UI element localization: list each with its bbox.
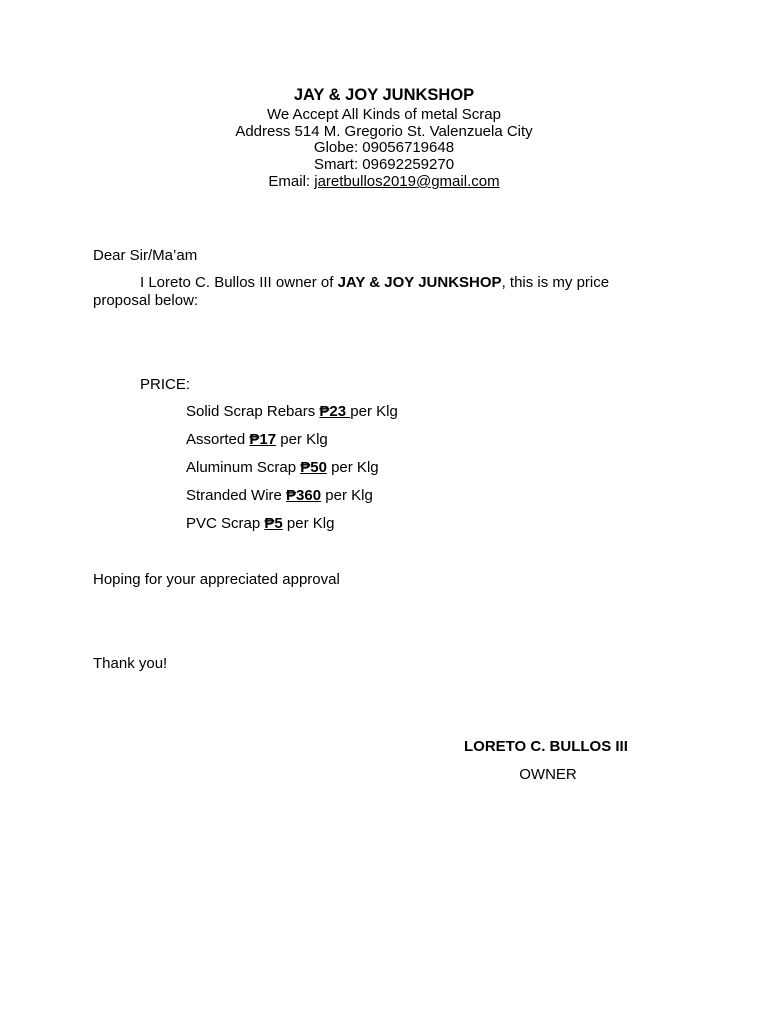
smart-phone: Smart: 09692259270: [313, 156, 455, 173]
salutation: Dear Sir/Ma’am: [93, 247, 198, 264]
globe-phone: Globe: 09056719648: [313, 139, 455, 156]
item-price: ₱23: [319, 403, 351, 420]
item-price: ₱5: [264, 515, 283, 532]
price-item: [186, 459, 379, 476]
thank-you: Thank you!: [93, 655, 168, 672]
item-name: Stranded Wire: [186, 487, 287, 504]
closing-line: Hoping for your appreciated approval: [93, 571, 340, 588]
item-unit: per Klg: [282, 515, 335, 532]
company-title: JAY & JOY JUNKSHOP: [293, 86, 475, 104]
email-link[interactable]: jaretbullos2019@gmail.com: [314, 173, 500, 190]
price-item: [186, 403, 398, 420]
intro-line-1: [140, 274, 609, 291]
item-unit: per Klg: [350, 403, 398, 420]
item-name: Assorted: [186, 431, 250, 448]
item-name: Solid Scrap Rebars: [186, 403, 320, 420]
price-item: [186, 515, 334, 532]
item-price: ₱17: [249, 431, 277, 448]
item-name: PVC Scrap: [186, 515, 265, 532]
item-price: ₱360: [286, 487, 322, 504]
price-heading: PRICE:: [140, 376, 191, 393]
item-price: ₱50: [300, 459, 327, 476]
item-unit: per Klg: [321, 487, 373, 504]
intro-company: JAY & JOY JUNKSHOP: [337, 274, 502, 291]
signatory-name: LORETO C. BULLOS III: [464, 738, 628, 755]
intro-line-2: proposal below:: [93, 292, 199, 309]
item-unit: per Klg: [326, 459, 379, 476]
intro-after: , this is my price: [501, 274, 610, 291]
email-line: [0, 174, 768, 191]
tagline: We Accept All Kinds of metal Scrap: [266, 106, 501, 123]
price-item: [186, 431, 328, 448]
signatory-title: OWNER: [519, 766, 577, 783]
item-name: Aluminum Scrap: [186, 459, 301, 476]
price-item: [186, 487, 373, 504]
intro-before: I Loreto C. Bullos III owner of: [140, 274, 338, 291]
address-line: Address 514 M. Gregorio St. Valenzuela City: [235, 123, 533, 140]
item-unit: per Klg: [276, 431, 328, 448]
email-label: Email:: [268, 173, 315, 190]
